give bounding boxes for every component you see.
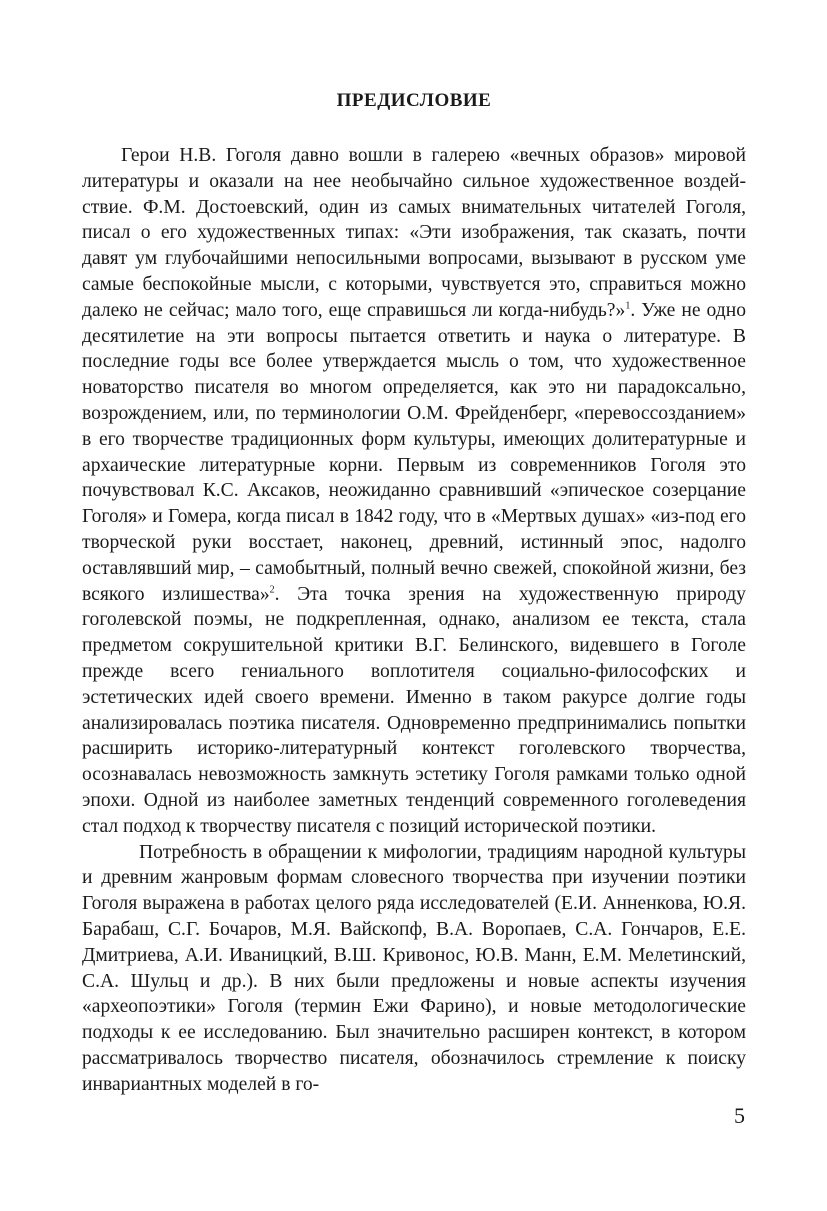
footnote-marker-2[interactable]: 2 xyxy=(269,584,275,596)
paragraph-1-part-2: . Уже не одно десятилетие на эти вопросы пытается ответить и наука о литературе. В последние годы все более утверждается мысль о том, что художественное новаторство писателя во многом определяется, как это ни парадоксально, возрождением, или, по терминологии О.М. Фрейденберг, «перевоссозданием» в его творчестве традиционных форм культуры, имеющих долитературные и архаические литературные корни. Первым из современников Гоголя это почувствовал К.С. Аксаков, неожиданно сравнивший «эпическое созерцание Гоголя» и Гомера, когда писал в 1842 году, что в «Мертвых душах» «из-под его творческой руки восстает, наконец, древний, истинный эпос, надолго оставлявший мир, – самобытный, полный вечно свежей, спокойной жизни, без всякого излишества» xyxy=(82,299,747,605)
footnote-marker-1[interactable]: 1 xyxy=(625,300,631,312)
page-body xyxy=(82,88,746,1097)
paragraph-1-part-1: Герои Н.В. Гоголя давно вошли в галерею «вечных образов» мировой литературы и оказали на нее необычайно сильное художественное воздействие. Ф.М. Достоевский, один из самых внимательных читателей Гоголя, писал о его художественных типах: «Эти изображения, так сказать, почти давят ум глубочайшими непосильными вопросами, вызывают в русском уме самые беспокойные мысли, с которыми, чувствуется это, справиться можно далеко не сейчас; мало того, еще справишься ли когда-нибудь?» xyxy=(82,145,746,321)
paragraph-2: Потребность в обращении к мифологии, традициям народной культуры и древним жанровым формам словесного творчества при изучении поэтики Гоголя выражена в работах целого ряда исследователей (Е.И. Анненкова, Ю.Я. Барабаш, С.Г. Бочаров, М.Я. Вайскопф, В.А. Воропаев, С.А. Гончаров, Е.Е. Дмитриева, А.И. Иваницкий, В.Ш. Кривонос, Ю.В. Манн, Е.М. Мелетинский, С.А. Шульц и др.). В них были предложены и новые аспекты изучения «археопоэтики» Гоголя (термин Ежи Фарино), и новые методологические подходы к ее исследованию. Был значительно расширен контекст, в котором рассматривалось творчество писателя, обозначилось стремление к поиску инвариантных моделей в го- xyxy=(82,841,746,1095)
paragraph-1-part-3: . Эта точка зрения на художественную природу гоголевской поэмы, не подкрепленная, однако, анализом ее текста, стала предметом сокрушительной критики В.Г. Белинского, видевшего в Гоголе прежде всего гениального воплотителя социально-философских и эстетических идей своего времени. Именно в таком ракурсе долгие годы анализировалась поэтика писателя. Одновременно предпринимались попытки расширить историко-литературный контекст гоголевского творчества, осознавалась невозможность замкнуть эстетику Гоголя рамками только одной эпохи. Одной из наиболее заметных тенденций современного гоголеведения стал подход к творчеству писателя с позиций исторической поэтики. xyxy=(82,583,746,837)
page-title: ПРЕДИСЛОВИЕ xyxy=(336,90,492,111)
paragraph-1 xyxy=(82,143,746,840)
page-number: 5 xyxy=(734,1103,745,1128)
